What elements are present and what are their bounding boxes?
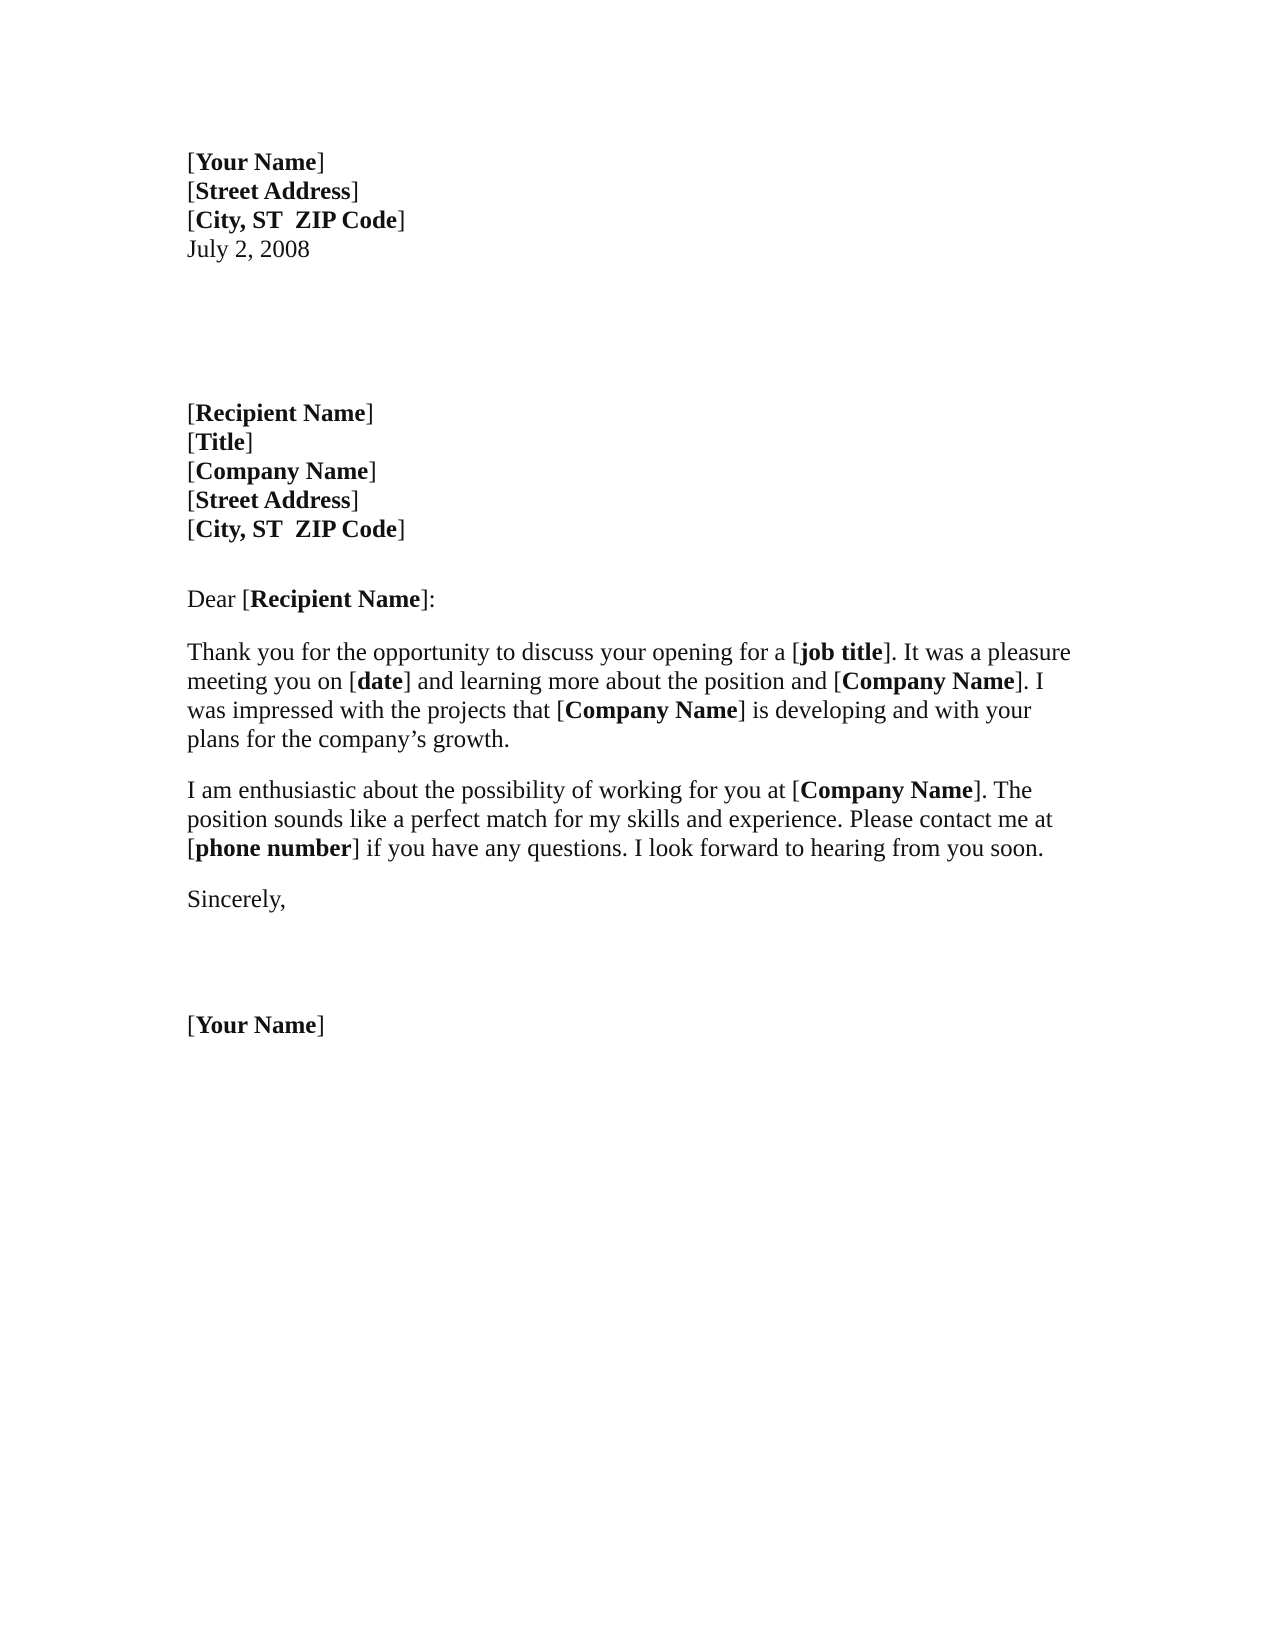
recipient-title-line: [Title]	[187, 429, 254, 456]
p1-text-4: . I was impressed with the projects that	[187, 668, 1044, 724]
recipient-company: Company Name	[195, 458, 369, 485]
recipient-block	[187, 399, 1087, 544]
p2-company: Company Name	[800, 777, 974, 804]
recipient-title: Title	[195, 429, 245, 456]
sender-name-line: [Your Name]	[187, 149, 325, 176]
salutation-name: Recipient Name	[250, 586, 421, 613]
p2-text-1: I am enthusiastic about the possibility of working for you at	[187, 777, 792, 804]
p1-text-1: Thank you for the opportunity to discuss your opening for a	[187, 639, 792, 666]
letter-body	[187, 148, 1087, 1040]
sender-block	[187, 148, 1087, 264]
p2-text-3: if you have any questions. I look forward to hearing from you soon.	[359, 835, 1044, 862]
recipient-company-line: [Company Name]	[187, 458, 377, 485]
p1-text-3: and learning more about the position and	[411, 668, 834, 695]
sender-street: Street Address	[195, 178, 351, 205]
recipient-name: Recipient Name	[195, 400, 366, 427]
sender-city: City, ST ZIP Code	[195, 207, 398, 234]
p1-text-5: is developing and with your plans for the company’s growth.	[187, 697, 1032, 753]
body-paragraph-2: I am enthusiastic about the possibility of working for you at [Company Name]. The position sounds like a perfect match for my skills and experience. Please contact me at [phone number] if you have any questions. I look forward to hearing from you soon.	[187, 777, 1053, 862]
sender-name: Your Name	[195, 149, 317, 176]
salutation: Dear [Recipient Name]:	[187, 586, 436, 613]
salutation-suffix: :	[428, 586, 436, 613]
salutation-prefix: Dear	[187, 586, 242, 613]
p1-text-2: . It was a pleasure meeting you on	[187, 639, 1071, 695]
recipient-name-line: [Recipient Name]	[187, 400, 374, 427]
recipient-city: City, ST ZIP Code	[195, 516, 398, 543]
recipient-street: Street Address	[195, 487, 351, 514]
p1-company-1: Company Name	[841, 668, 1015, 695]
p1-job-title: job title	[800, 639, 883, 666]
body-paragraph-1: Thank you for the opportunity to discuss your opening for a [job title]. It was a pleasure meeting you on [date] and learning more about the position and [Company Name]. I was impressed with the projects that [Company Name] is developing and with your plans for the company’s growth.	[187, 639, 1071, 753]
signature-name: Your Name	[195, 1012, 317, 1039]
recipient-street-line: [Street Address]	[187, 487, 359, 514]
letter-date: July 2, 2008	[187, 236, 310, 263]
closing: Sincerely,	[187, 886, 287, 913]
p1-date: date	[357, 668, 403, 695]
p2-phone: phone number	[195, 835, 352, 862]
sender-city-line: [City, ST ZIP Code]	[187, 207, 406, 234]
p1-company-2: Company Name	[564, 697, 738, 724]
p2-text-2: . The position sounds like a perfect match for my skills and experience. Please contact me at	[187, 777, 1053, 833]
sender-street-line: [Street Address]	[187, 178, 359, 205]
recipient-city-line: [City, ST ZIP Code]	[187, 516, 406, 543]
signature-line: [Your Name]	[187, 1012, 325, 1039]
